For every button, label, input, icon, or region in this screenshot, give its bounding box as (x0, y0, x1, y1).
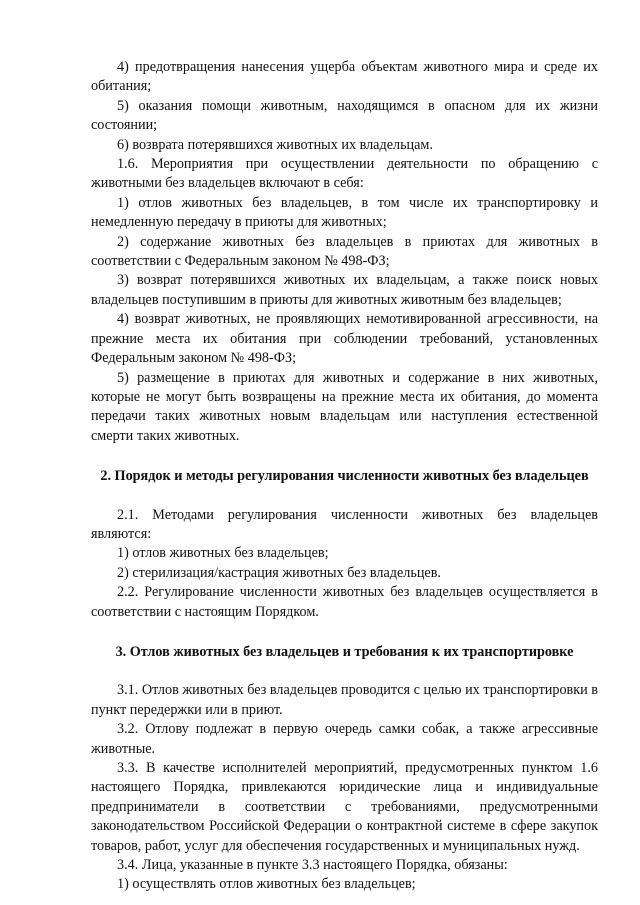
paragraph: 5) размещение в приютах для животных и содержание в них животных, которые не могут быть возвращены на прежние места их обитания, до момента передачи таких животных новым владельцам или наступления естественной смерти таких животных. (91, 369, 598, 444)
paragraph: 2) стерилизация/кастрация животных без владельцев. (117, 564, 441, 581)
paragraph: 3.4. Лица, указанные в пункте 3.3 настоящего Порядка, обязаны: (117, 857, 508, 874)
spacer (91, 622, 598, 643)
paragraph: 1) отлов животных без владельцев; (117, 545, 329, 562)
paragraph: 4) возврат животных, не проявляющих немотивированной агрессивности, на прежние места их обитания при соблюдении требований, установленных Федеральным законом № 498-ФЗ; (91, 311, 598, 367)
paragraph: 3) возврат потерявшихся животных их владельцам, а также поиск новых владельцев поступившим в приюты для животных животным без владельцев; (91, 272, 598, 308)
section-heading: 3. Отлов животных без владельцев и требования к их транспортировке (115, 643, 574, 660)
spacer (91, 446, 598, 467)
paragraph: 2) содержание животных без владельцев в приютах для животных в соответствии с Федеральным законом № 498-ФЗ; (91, 233, 598, 270)
section-heading: 2. Порядок и методы регулирования численности животных без владельцев (100, 468, 589, 485)
paragraph: 3.2. Отлову подлежат в первую очередь самки собак, а также агрессивные животные. (91, 721, 598, 757)
paragraph: 2.1. Методами регулирования численности животных без владельцев являются: (91, 506, 598, 542)
paragraph: 5) оказания помощи животным, находящимся в опасном для их жизни состоянии; (91, 97, 598, 134)
paragraph: 6) возврата потерявшихся животных их владельцам. (117, 136, 433, 153)
paragraph: 1) отлов животных без владельцев, в том числе их транспортировку и немедленную передачу в приюты для животных; (91, 194, 598, 231)
paragraph: 3.3. В качестве исполнителей мероприятий, предусмотренных пунктом 1.6 настоящего Порядка, привлекаются юридические лица и индивидуальные предприниматели в соответствии с требованиями, предусмотренными законодательством Российской Федерации о контрактной системе в сфере закупок товаров, работ, услуг для обеспечения государственных и муниципальных нужд. (91, 760, 598, 854)
spacer (91, 662, 598, 681)
paragraph: 4) предотвращения нанесения ущерба объектам животного мира и среде их обитания; (91, 59, 598, 95)
paragraph: 2.2. Регулирование численности животных без владельцев осуществляется в соответствии с настоящим Порядком. (91, 584, 598, 620)
spacer (91, 487, 598, 506)
paragraph: 1) осуществлять отлов животных без владельцев; (117, 876, 416, 893)
paragraph: 1.6. Мероприятия при осуществлении деятельности по обращению с животными без владельцев включают в себя: (91, 156, 598, 192)
paragraph: 3.1. Отлов животных без владельцев проводится с целью их транспортировки в пункт передержки или в приют. (91, 682, 598, 718)
